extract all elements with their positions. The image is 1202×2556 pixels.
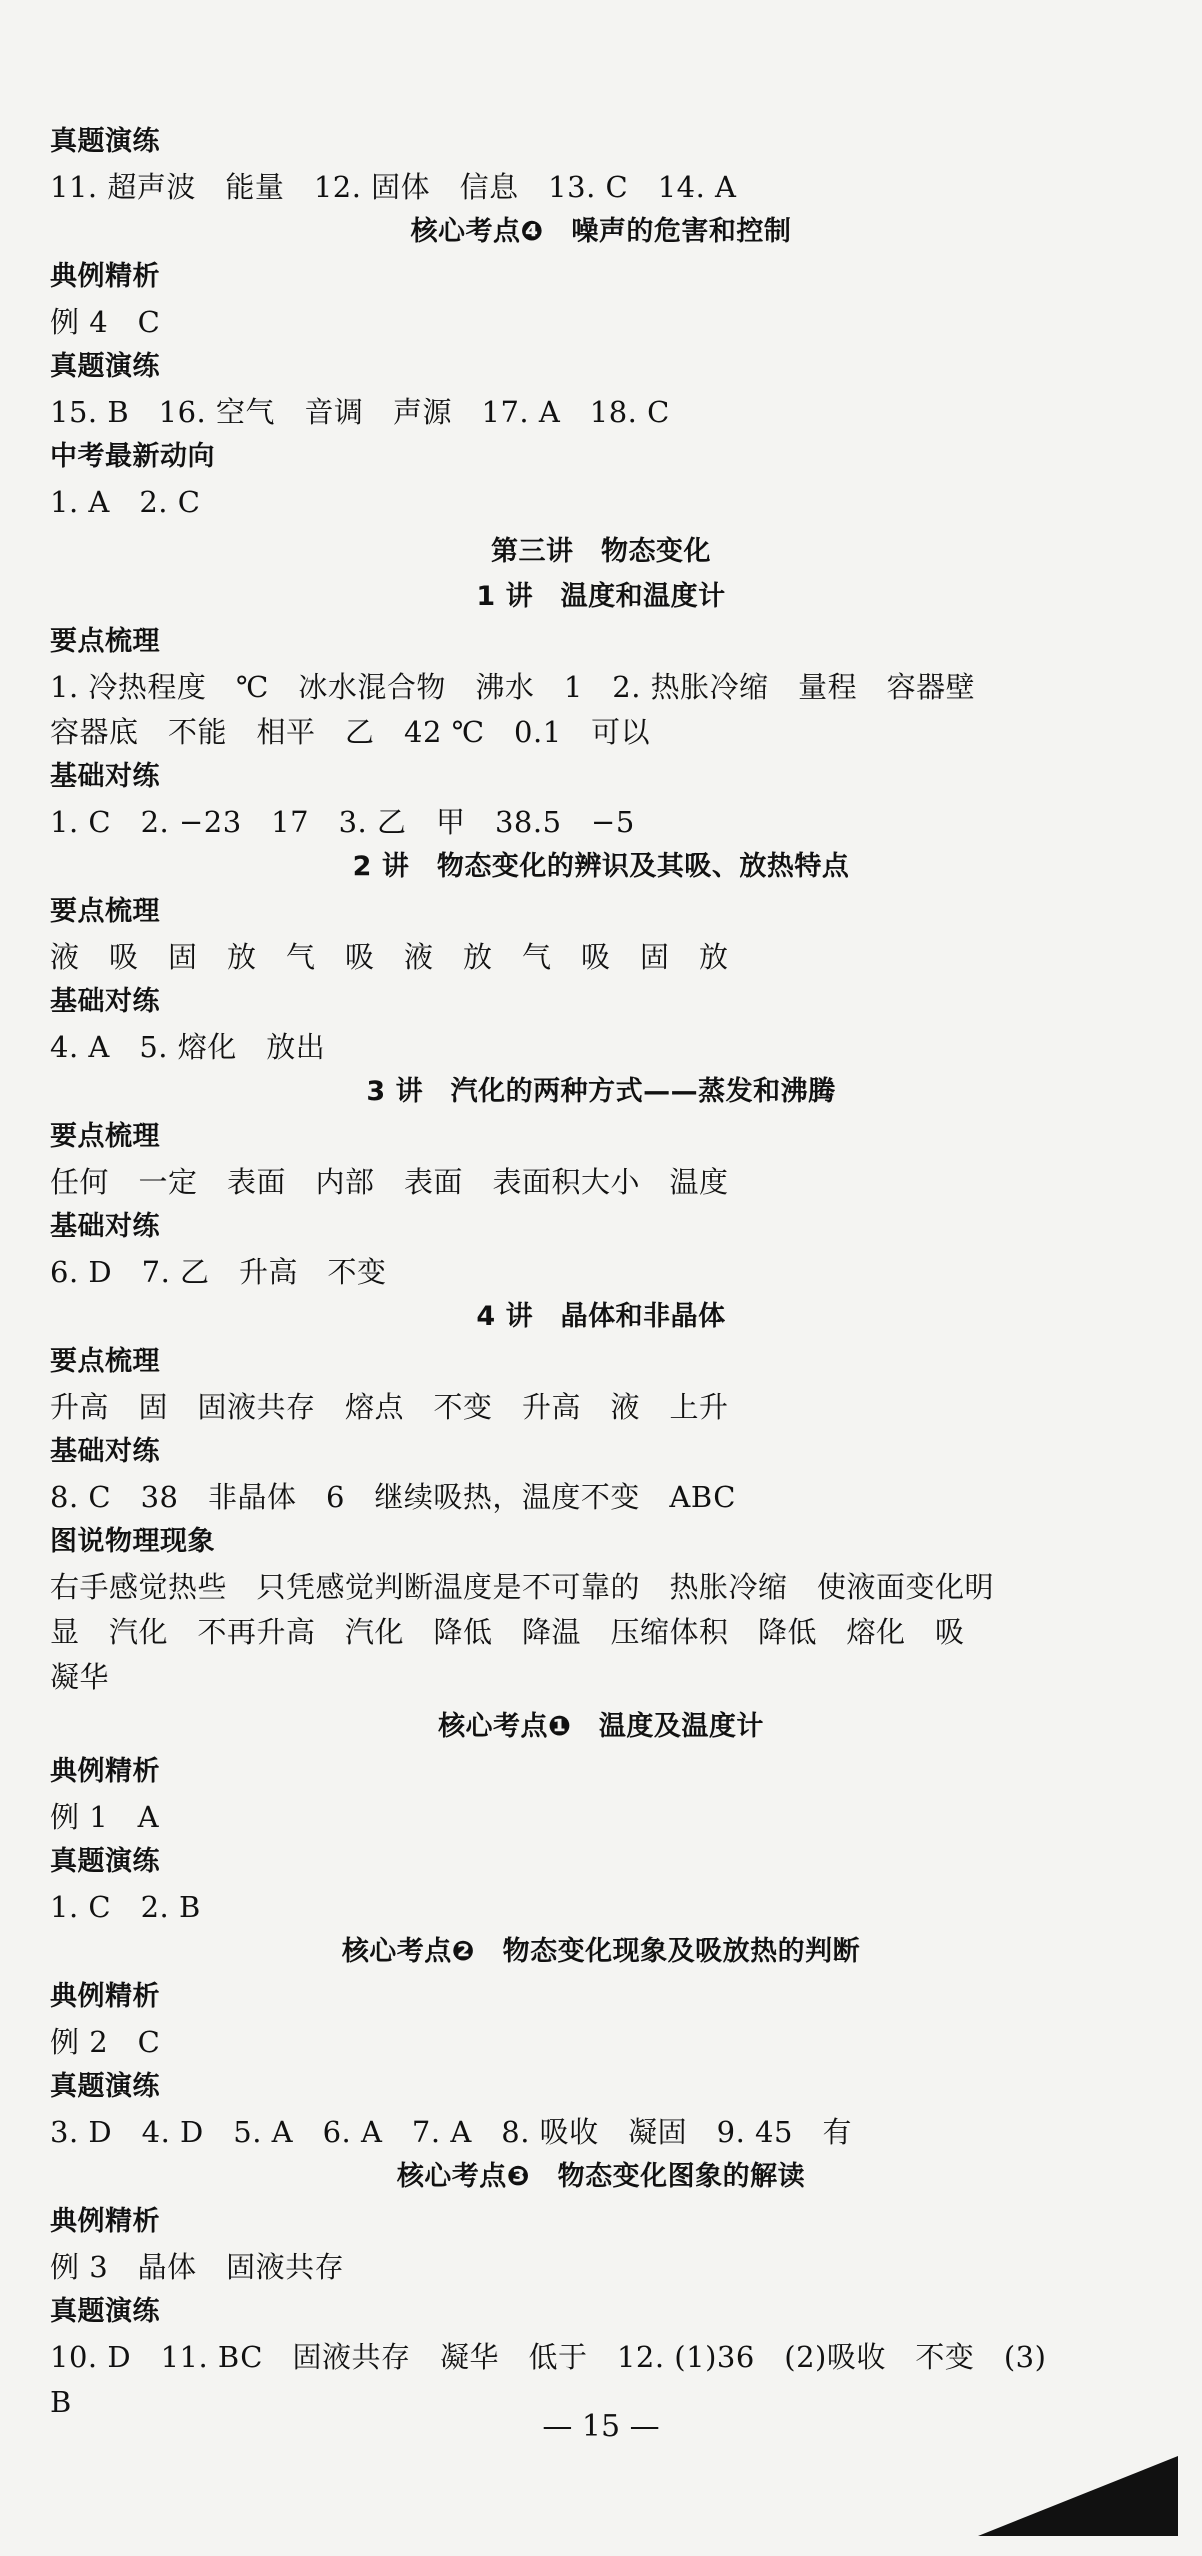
section-label: 真题演练 — [50, 2296, 160, 2327]
section-label: 要点梳理 — [50, 896, 160, 927]
section-label: 典例精析 — [50, 1756, 160, 1787]
lesson-heading: 2 讲 物态变化的辨识及其吸、放热特点 — [352, 851, 850, 882]
answer-line: 3. D 4. D 5. A 6. A 7. A 8. 吸收 凝固 9. 45 有 — [50, 2115, 852, 2149]
answer-line: 任何 一定 表面 内部 表面 表面积大小 温度 — [50, 1165, 729, 1199]
section-label: 图说物理现象 — [50, 1526, 215, 1557]
page-corner-shadow — [978, 2456, 1178, 2536]
answer-line: 4. A 5. 熔化 放出 — [50, 1030, 326, 1064]
answer-line: B — [50, 2385, 72, 2419]
answer-line: 1. 冷热程度 ℃ 冰水混合物 沸水 1 2. 热胀冷缩 量程 容器壁 — [50, 670, 976, 704]
lesson-heading: 4 讲 晶体和非晶体 — [476, 1301, 726, 1332]
section-label: 要点梳理 — [50, 626, 160, 657]
lesson-heading: 1 讲 温度和温度计 — [476, 581, 726, 612]
answer-line: 1. C 2. −23 17 3. 乙 甲 38.5 −5 — [50, 805, 635, 839]
section-label: 要点梳理 — [50, 1346, 160, 1377]
answer-line: 1. A 2. C — [50, 485, 201, 519]
answer-line: 6. D 7. 乙 升高 不变 — [50, 1255, 387, 1289]
key-point-heading: 核心考点❸ 物态变化图象的解读 — [396, 2161, 806, 2192]
section-label: 要点梳理 — [50, 1121, 160, 1152]
section-label: 真题演练 — [50, 1846, 160, 1877]
answer-line: 例 1 A — [50, 1800, 160, 1834]
answer-line: 液 吸 固 放 气 吸 液 放 气 吸 固 放 — [50, 940, 729, 974]
section-label: 基础对练 — [50, 1211, 160, 1242]
answer-line: 升高 固 固液共存 熔点 不变 升高 液 上升 — [50, 1390, 729, 1424]
section-label: 基础对练 — [50, 761, 160, 792]
answer-line: 例 4 C — [50, 305, 161, 339]
answer-line: 例 2 C — [50, 2025, 161, 2059]
section-label: 真题演练 — [50, 351, 160, 382]
lesson-heading: 3 讲 汽化的两种方式——蒸发和沸腾 — [366, 1076, 836, 1107]
answer-line: 11. 超声波 能量 12. 固体 信息 13. C 14. A — [50, 170, 737, 204]
key-point-heading: 核心考点❷ 物态变化现象及吸放热的判断 — [341, 1936, 861, 1967]
answer-line: 10. D 11. BC 固液共存 凝华 低于 12. (1)36 (2)吸收 不变 (3) — [50, 2340, 1047, 2374]
section-label: 典例精析 — [50, 1981, 160, 2012]
answer-line: 例 3 晶体 固液共存 — [50, 2250, 345, 2284]
section-label: 基础对练 — [50, 1436, 160, 1467]
section-label: 典例精析 — [50, 2206, 160, 2237]
key-point-heading: 核心考点❶ 温度及温度计 — [438, 1711, 764, 1742]
chapter-heading: 第三讲 物态变化 — [491, 536, 711, 567]
answer-line: 凝华 — [50, 1660, 110, 1694]
key-point-heading: 核心考点❹ 噪声的危害和控制 — [410, 216, 792, 247]
section-label: 典例精析 — [50, 261, 160, 292]
page-number: — 15 — — [542, 2409, 660, 2444]
answer-line: 15. B 16. 空气 音调 声源 17. A 18. C — [50, 395, 670, 429]
answer-line: 容器底 不能 相平 乙 42 ℃ 0.1 可以 — [50, 715, 651, 749]
answer-line: 右手感觉热些 只凭感觉判断温度是不可靠的 热胀冷缩 使液面变化明 — [50, 1570, 995, 1604]
answer-line: 显 汽化 不再升高 汽化 降低 降温 压缩体积 降低 熔化 吸 — [50, 1615, 965, 1649]
answer-line: 1. C 2. B — [50, 1890, 201, 1924]
section-label: 中考最新动向 — [50, 441, 215, 472]
section-label: 真题演练 — [50, 126, 160, 157]
answer-line: 8. C 38 非晶体 6 继续吸热，温度不变 ABC — [50, 1480, 736, 1514]
section-label: 真题演练 — [50, 2071, 160, 2102]
section-label: 基础对练 — [50, 986, 160, 1017]
